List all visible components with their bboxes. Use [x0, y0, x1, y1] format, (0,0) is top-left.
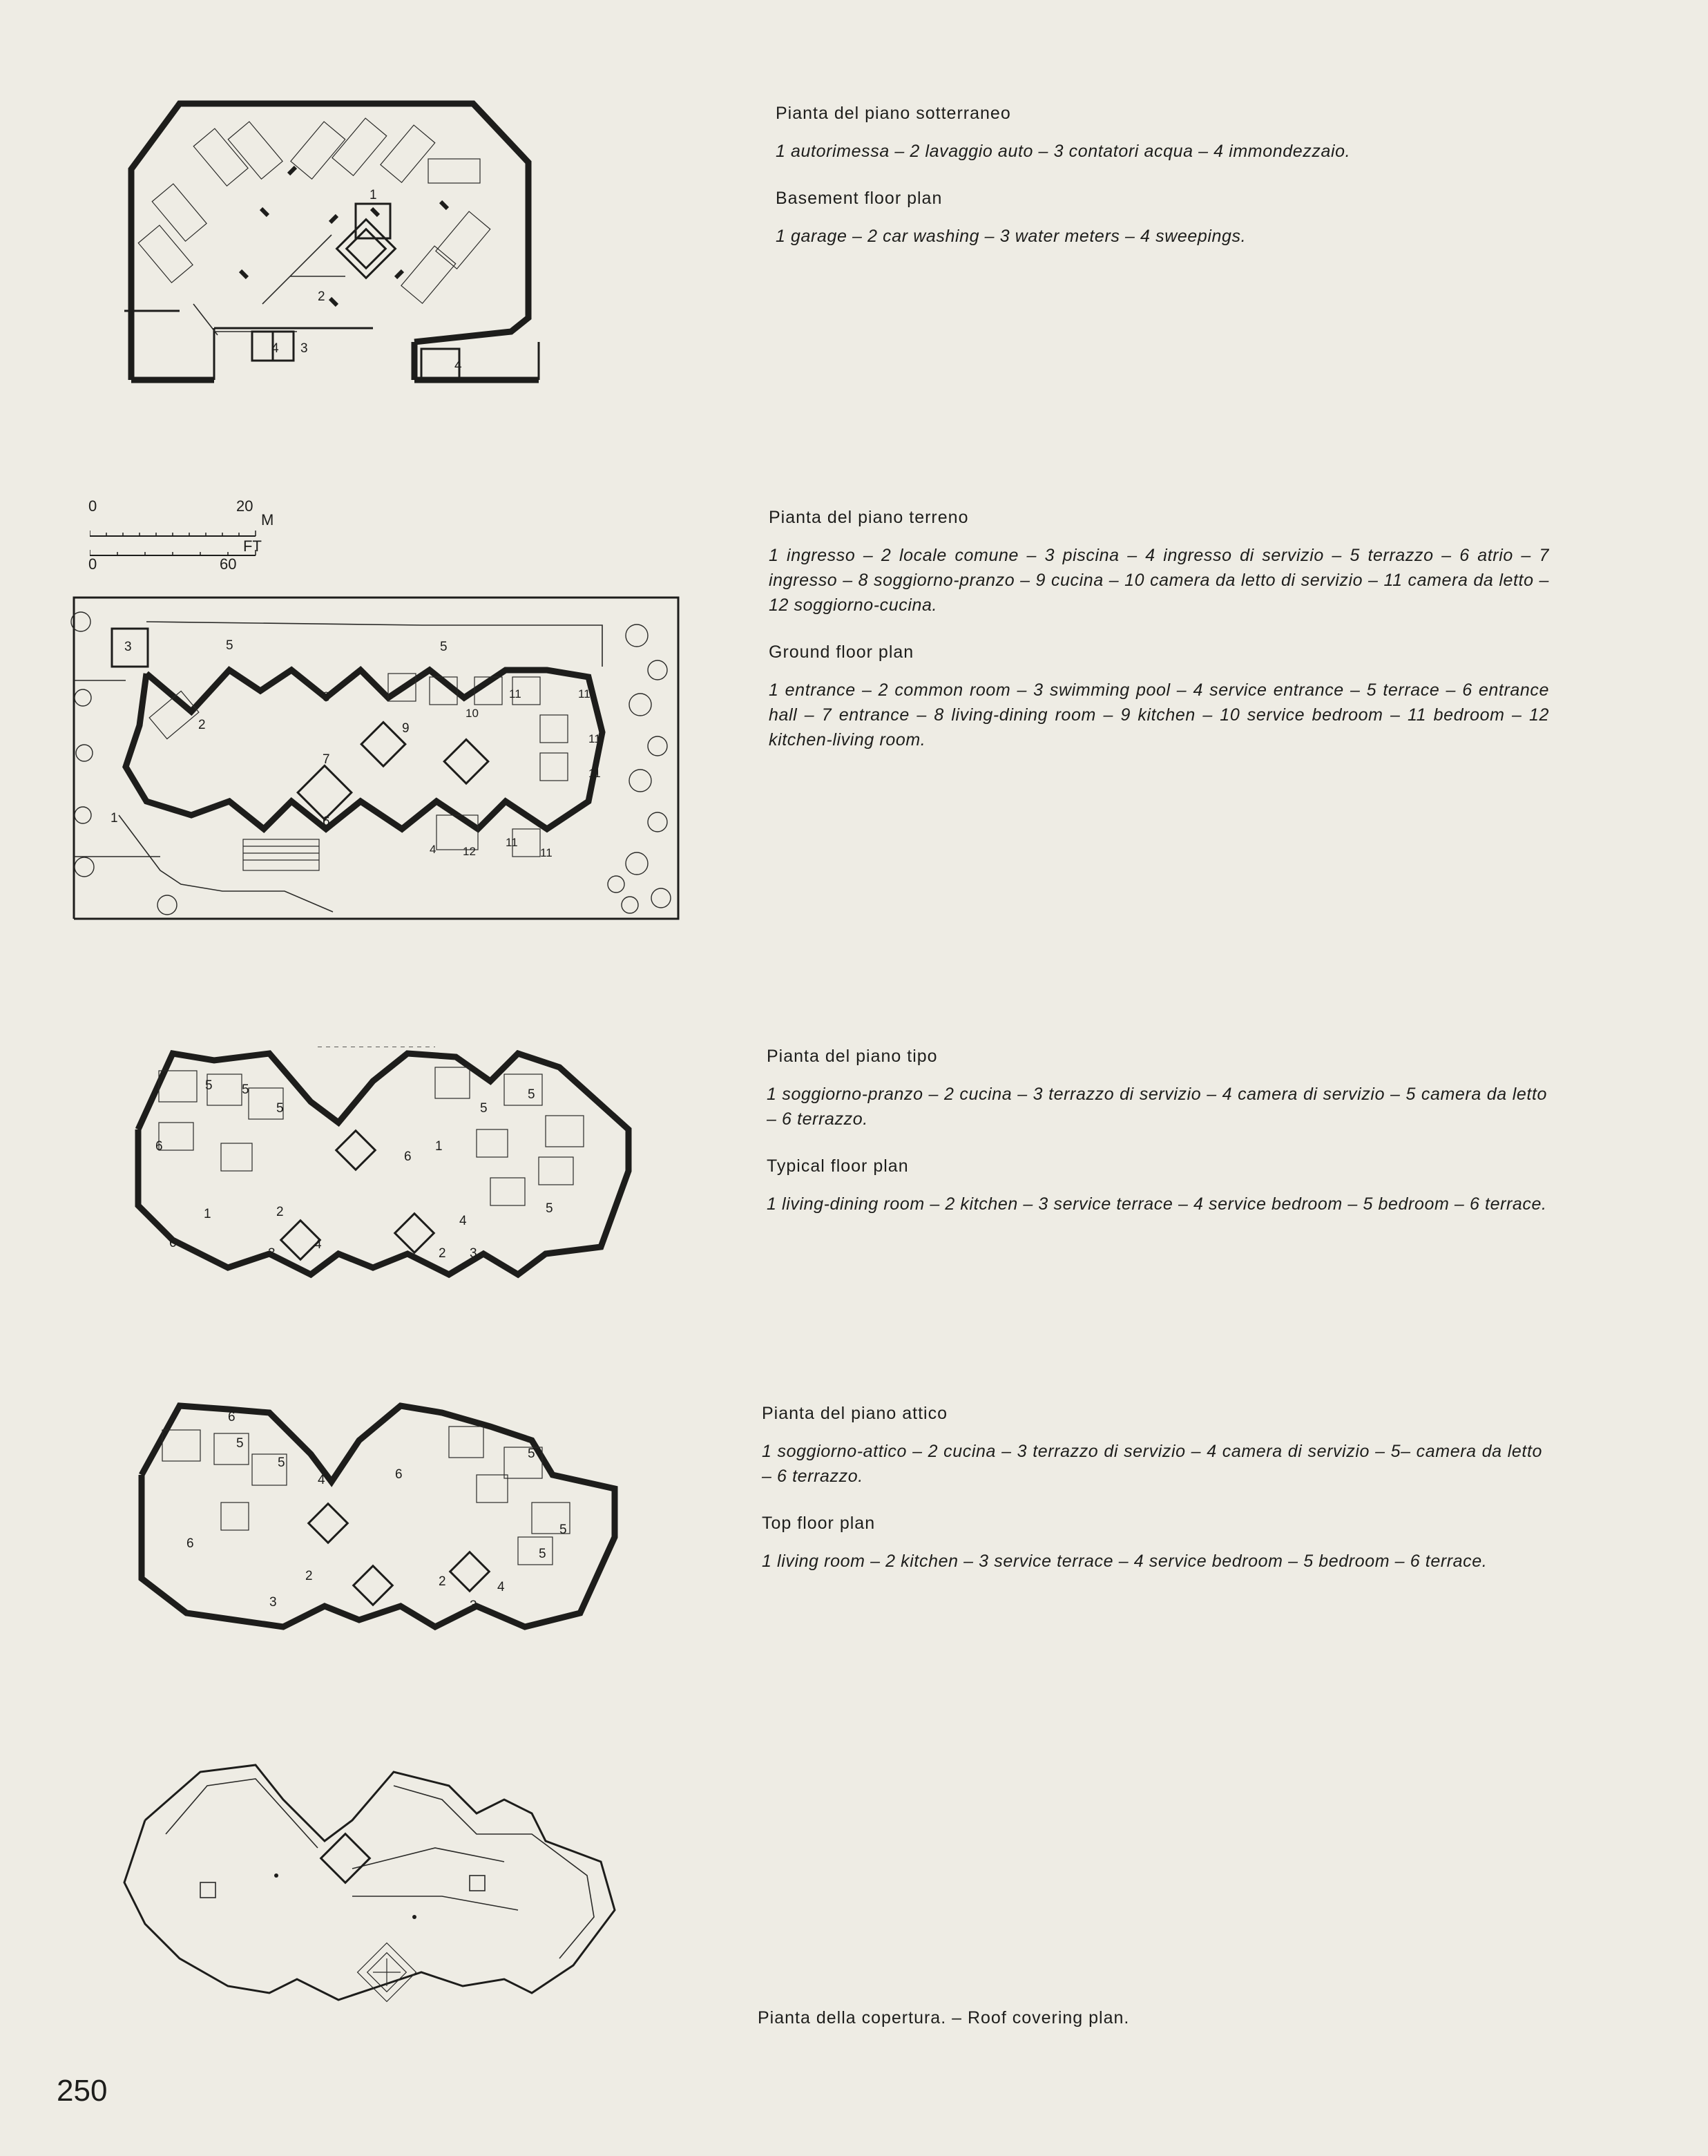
typical-label: 4 — [459, 1214, 467, 1228]
caption-title-it: Pianta del piano terreno — [769, 508, 969, 527]
typical-label: 2 — [276, 1205, 284, 1219]
ground-label: 11 — [578, 687, 591, 700]
ground-label: 12 — [463, 845, 476, 858]
top-caption — [762, 1404, 1542, 1574]
ground-label: 11 — [588, 732, 601, 745]
caption-legend-it: 1 ingresso – 2 locale comune – 3 piscina – 4 ingresso di servizio – 5 terrazzo – 6 atrio – 7 ingresso – 8 soggiorno-pranzo – 9 cucina – 10 camera da letto di servizio – 11 camera da letto – 12 soggiorno-cucina. — [769, 546, 1549, 615]
basement-label: 3 — [300, 341, 308, 356]
top-label: 5 — [539, 1547, 546, 1561]
top-label: 5 — [528, 1447, 535, 1461]
top-floor-plan — [131, 1399, 628, 1637]
caption-legend-it: 1 autorimessa – 2 lavaggio auto – 3 contatori acqua – 4 immondezzaio. — [776, 142, 1351, 161]
caption-title-it: Pianta del piano sotterraneo — [776, 104, 1011, 123]
scale-m-unit: M — [261, 511, 274, 528]
typical-label: 3 — [268, 1246, 276, 1261]
caption-title-en: Top floor plan — [762, 1514, 876, 1533]
top-label: 5 — [236, 1436, 244, 1451]
top-label: 4 — [318, 1473, 325, 1487]
top-label: 5 — [278, 1456, 285, 1470]
basement-label: 2 — [318, 289, 325, 304]
ground-label: 11 — [509, 687, 521, 700]
top-label: 2 — [305, 1569, 313, 1583]
basement-plan-drawing — [124, 97, 649, 390]
basement-label: 1 — [370, 188, 377, 202]
typical-label: 3 — [470, 1246, 477, 1261]
basement-label: 4 — [271, 341, 279, 356]
ground-label: 5 — [226, 638, 233, 653]
scale-m-start: 0 — [88, 497, 97, 515]
typical-label: 6 — [169, 1236, 177, 1250]
roof-plan — [117, 1758, 642, 2007]
roof-caption: Pianta della copertura. – Roof covering plan. — [758, 2008, 1130, 2028]
typical-label: 6 — [155, 1139, 163, 1154]
top-label: 6 — [228, 1410, 236, 1424]
caption-legend-en: 1 living room – 2 kitchen – 3 service terrace – 4 service bedroom – 5 bedroom – 6 terrace. — [762, 1552, 1488, 1571]
caption-legend-en: 1 garage – 2 car washing – 3 water meters – 4 sweepings. — [776, 227, 1247, 246]
ground-label: 2 — [198, 718, 206, 732]
typical-label: 5 — [276, 1101, 284, 1116]
ground-label: 9 — [402, 721, 410, 736]
ground-plan-drawing — [64, 594, 682, 922]
ground-label: 11 — [588, 767, 601, 780]
ground-label: 1 — [111, 811, 118, 826]
basement-floor-plan — [124, 97, 649, 390]
top-label: 5 — [559, 1523, 567, 1537]
ground-caption — [769, 508, 1549, 752]
ground-label: 5 — [440, 640, 448, 654]
caption-legend-it: 1 soggiorno-pranzo – 2 cucina – 3 terrazzo di servizio – 4 camera di servizio – 5 camera da letto – 6 terrazzo. — [767, 1085, 1547, 1129]
page-number: 250 — [57, 2074, 108, 2108]
scale-m-end: 20 — [236, 497, 253, 515]
typical-label: 4 — [314, 1237, 322, 1252]
caption-legend-it: 1 soggiorno-attico – 2 cucina – 3 terrazzo di servizio – 4 camera di servizio – 5– camera da letto – 6 terrazzo. — [762, 1442, 1542, 1486]
typical-label: 6 — [404, 1149, 412, 1164]
typical-floor-plan — [131, 1047, 635, 1288]
top-label: 3 — [470, 1599, 477, 1613]
ground-label: 3 — [124, 640, 132, 654]
typical-label: 1 — [435, 1139, 443, 1154]
ground-label: 7 — [323, 752, 330, 767]
typical-caption — [767, 1047, 1547, 1217]
typical-label: 5 — [528, 1087, 535, 1102]
typical-label: 2 — [439, 1246, 446, 1261]
typical-label: 5 — [480, 1101, 488, 1116]
top-label: 6 — [395, 1467, 403, 1482]
typical-plan-drawing — [131, 1047, 635, 1288]
scale-ft-end: 60 — [220, 555, 237, 573]
top-plan-drawing — [131, 1399, 628, 1637]
top-label: 6 — [186, 1536, 194, 1551]
caption-legend-en: 1 entrance – 2 common room – 3 swimming pool – 4 service entrance – 5 terrace – 6 entrance hall – 7 entrance – 8 living-dining room – 9 kitchen – 10 service bedroom – 11 bedroom – 12 kitchen-living room. — [769, 680, 1549, 750]
typical-label: 1 — [204, 1207, 211, 1221]
basement-caption — [776, 104, 1556, 249]
ground-floor-plan — [64, 594, 682, 922]
caption-legend-en: 1 living-dining room – 2 kitchen – 3 service terrace – 4 service bedroom – 5 bedroom – 6 terrace. — [767, 1194, 1547, 1214]
typical-label: 5 — [546, 1201, 553, 1216]
roof-plan-drawing — [117, 1758, 642, 2007]
typical-label: 5 — [242, 1082, 249, 1097]
caption-title-en: Ground floor plan — [769, 642, 914, 662]
typical-label: 5 — [205, 1078, 213, 1093]
caption-title-en: Typical floor plan — [767, 1156, 909, 1176]
ground-label: 11 — [506, 836, 518, 849]
ground-label: 4 — [430, 843, 436, 856]
scale-ft-unit: FT — [243, 537, 262, 555]
scale-ft-start: 0 — [88, 555, 97, 573]
caption-title-en: Basement floor plan — [776, 189, 943, 208]
top-label: 3 — [269, 1595, 277, 1610]
scale-ruler — [90, 517, 262, 558]
scale-bar — [83, 497, 290, 580]
top-label: 2 — [439, 1574, 446, 1589]
ground-label: 6 — [323, 814, 330, 829]
caption-title-it: Pianta del piano tipo — [767, 1047, 938, 1066]
caption-title-it: Pianta del piano attico — [762, 1404, 948, 1423]
basement-label: 4 — [454, 359, 462, 373]
top-label: 4 — [497, 1580, 505, 1594]
ground-label: 8 — [323, 690, 330, 705]
ground-label: 10 — [466, 707, 479, 720]
ground-label: 11 — [540, 846, 553, 859]
